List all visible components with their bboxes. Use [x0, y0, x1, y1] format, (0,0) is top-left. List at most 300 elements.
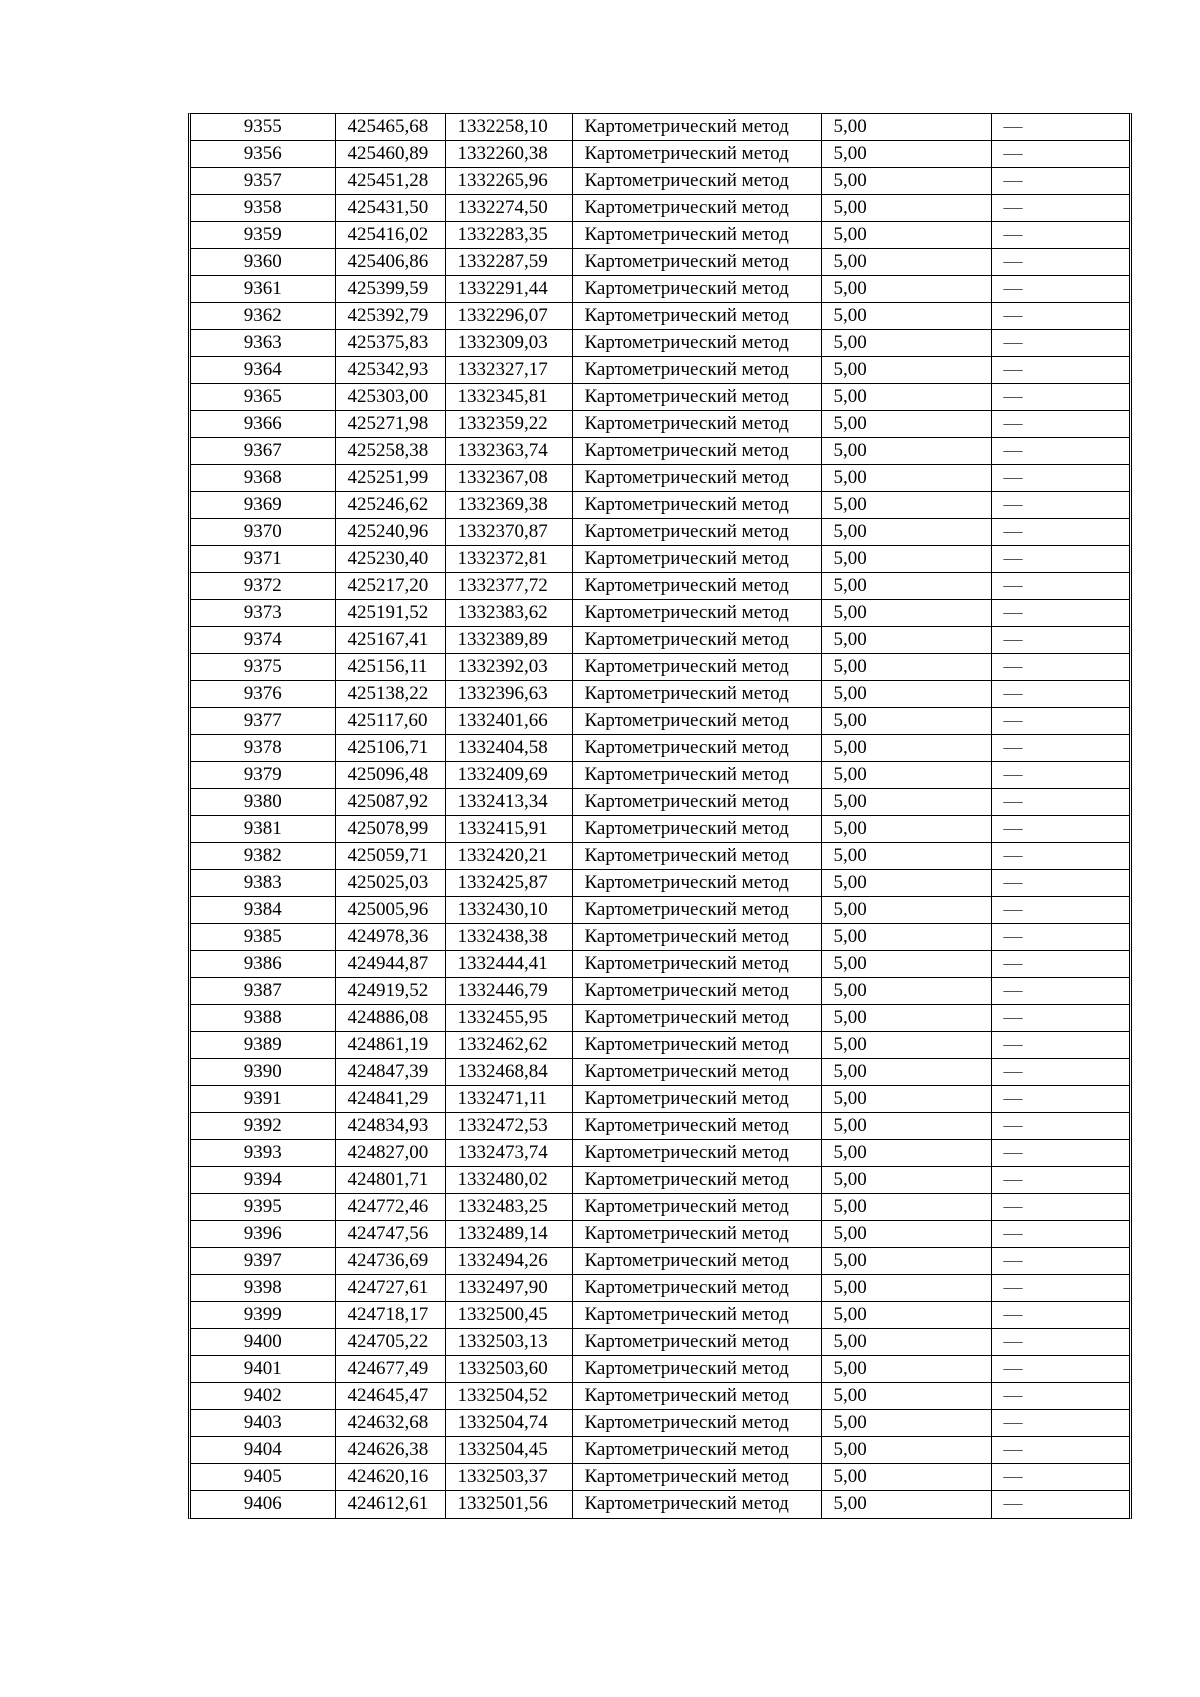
point-number-cell: 9386: [191, 951, 335, 978]
accuracy-cell: 5,00: [821, 141, 991, 168]
description-cell: —: [991, 1464, 1129, 1491]
description-cell: —: [991, 465, 1129, 492]
description-cell: —: [991, 1437, 1129, 1464]
point-number-cell: 9369: [191, 492, 335, 519]
point-number-cell: 9372: [191, 573, 335, 600]
y-coordinate-cell: 1332359,22: [445, 411, 572, 438]
y-coordinate-cell: 1332260,38: [445, 141, 572, 168]
description-cell: —: [991, 519, 1129, 546]
x-coordinate-cell: 424834,93: [335, 1113, 445, 1140]
description-cell: —: [991, 438, 1129, 465]
point-number-cell: 9384: [191, 897, 335, 924]
description-cell: —: [991, 114, 1129, 141]
accuracy-cell: 5,00: [821, 924, 991, 951]
point-number-cell: 9374: [191, 627, 335, 654]
description-cell: —: [991, 897, 1129, 924]
table-row: [191, 735, 1129, 762]
method-cell: Картометрический метод: [572, 1113, 821, 1140]
description-cell: —: [991, 1032, 1129, 1059]
point-number-cell: 9377: [191, 708, 335, 735]
x-coordinate-cell: 425087,92: [335, 789, 445, 816]
method-cell: Картометрический метод: [572, 168, 821, 195]
method-cell: Картометрический метод: [572, 897, 821, 924]
method-cell: Картометрический метод: [572, 546, 821, 573]
description-cell: —: [991, 411, 1129, 438]
accuracy-cell: 5,00: [821, 1221, 991, 1248]
method-cell: Картометрический метод: [572, 303, 821, 330]
point-number-cell: 9378: [191, 735, 335, 762]
accuracy-cell: 5,00: [821, 681, 991, 708]
x-coordinate-cell: 425230,40: [335, 546, 445, 573]
description-cell: —: [991, 1005, 1129, 1032]
point-number-cell: 9359: [191, 222, 335, 249]
y-coordinate-cell: 1332367,08: [445, 465, 572, 492]
x-coordinate-cell: 424801,71: [335, 1167, 445, 1194]
point-number-cell: 9391: [191, 1086, 335, 1113]
table-row: [191, 519, 1129, 546]
accuracy-cell: 5,00: [821, 1248, 991, 1275]
y-coordinate-cell: 1332404,58: [445, 735, 572, 762]
accuracy-cell: 5,00: [821, 762, 991, 789]
table-row: [191, 924, 1129, 951]
table-row: [191, 978, 1129, 1005]
accuracy-cell: 5,00: [821, 330, 991, 357]
point-number-cell: 9406: [191, 1491, 335, 1518]
accuracy-cell: 5,00: [821, 1383, 991, 1410]
point-number-cell: 9385: [191, 924, 335, 951]
x-coordinate-cell: 425106,71: [335, 735, 445, 762]
x-coordinate-cell: 425399,59: [335, 276, 445, 303]
y-coordinate-cell: 1332468,84: [445, 1059, 572, 1086]
description-cell: —: [991, 654, 1129, 681]
point-number-cell: 9388: [191, 1005, 335, 1032]
point-number-cell: 9375: [191, 654, 335, 681]
method-cell: Картометрический метод: [572, 1275, 821, 1302]
x-coordinate-cell: 425217,20: [335, 573, 445, 600]
point-number-cell: 9355: [191, 114, 335, 141]
accuracy-cell: 5,00: [821, 1167, 991, 1194]
accuracy-cell: 5,00: [821, 1086, 991, 1113]
point-number-cell: 9367: [191, 438, 335, 465]
x-coordinate-cell: 425156,11: [335, 654, 445, 681]
x-coordinate-cell: 424861,19: [335, 1032, 445, 1059]
method-cell: Картометрический метод: [572, 816, 821, 843]
description-cell: —: [991, 357, 1129, 384]
method-cell: Картометрический метод: [572, 1005, 821, 1032]
point-number-cell: 9371: [191, 546, 335, 573]
y-coordinate-cell: 1332370,87: [445, 519, 572, 546]
y-coordinate-cell: 1332446,79: [445, 978, 572, 1005]
y-coordinate-cell: 1332401,66: [445, 708, 572, 735]
method-cell: Картометрический метод: [572, 1032, 821, 1059]
accuracy-cell: 5,00: [821, 195, 991, 222]
x-coordinate-cell: 425431,50: [335, 195, 445, 222]
description-cell: —: [991, 816, 1129, 843]
accuracy-cell: 5,00: [821, 168, 991, 195]
x-coordinate-cell: 424645,47: [335, 1383, 445, 1410]
method-cell: Картометрический метод: [572, 789, 821, 816]
description-cell: —: [991, 492, 1129, 519]
table-row: [191, 897, 1129, 924]
description-cell: —: [991, 330, 1129, 357]
y-coordinate-cell: 1332480,02: [445, 1167, 572, 1194]
method-cell: Картометрический метод: [572, 249, 821, 276]
accuracy-cell: 5,00: [821, 465, 991, 492]
table-body: [191, 114, 1129, 1518]
table-row: [191, 465, 1129, 492]
accuracy-cell: 5,00: [821, 1194, 991, 1221]
point-number-cell: 9390: [191, 1059, 335, 1086]
accuracy-cell: 5,00: [821, 222, 991, 249]
accuracy-cell: 5,00: [821, 438, 991, 465]
point-number-cell: 9363: [191, 330, 335, 357]
accuracy-cell: 5,00: [821, 1464, 991, 1491]
point-number-cell: 9360: [191, 249, 335, 276]
accuracy-cell: 5,00: [821, 1005, 991, 1032]
table-row: [191, 1032, 1129, 1059]
y-coordinate-cell: 1332345,81: [445, 384, 572, 411]
y-coordinate-cell: 1332413,34: [445, 789, 572, 816]
point-number-cell: 9365: [191, 384, 335, 411]
description-cell: —: [991, 708, 1129, 735]
description-cell: —: [991, 1167, 1129, 1194]
x-coordinate-cell: 425167,41: [335, 627, 445, 654]
description-cell: —: [991, 1248, 1129, 1275]
x-coordinate-cell: 424612,61: [335, 1491, 445, 1518]
y-coordinate-cell: 1332258,10: [445, 114, 572, 141]
point-number-cell: 9402: [191, 1383, 335, 1410]
method-cell: Картометрический метод: [572, 357, 821, 384]
method-cell: Картометрический метод: [572, 951, 821, 978]
method-cell: Картометрический метод: [572, 978, 821, 1005]
y-coordinate-cell: 1332372,81: [445, 546, 572, 573]
accuracy-cell: 5,00: [821, 1275, 991, 1302]
x-coordinate-cell: 424886,08: [335, 1005, 445, 1032]
point-number-cell: 9381: [191, 816, 335, 843]
accuracy-cell: 5,00: [821, 573, 991, 600]
x-coordinate-cell: 424772,46: [335, 1194, 445, 1221]
y-coordinate-cell: 1332420,21: [445, 843, 572, 870]
accuracy-cell: 5,00: [821, 1140, 991, 1167]
table-row: [191, 1167, 1129, 1194]
method-cell: Картометрический метод: [572, 1437, 821, 1464]
method-cell: Картометрический метод: [572, 384, 821, 411]
method-cell: Картометрический метод: [572, 114, 821, 141]
table-row: [191, 789, 1129, 816]
method-cell: Картометрический метод: [572, 1059, 821, 1086]
description-cell: —: [991, 1194, 1129, 1221]
point-number-cell: 9366: [191, 411, 335, 438]
method-cell: Картометрический метод: [572, 1140, 821, 1167]
method-cell: Картометрический метод: [572, 843, 821, 870]
y-coordinate-cell: 1332283,35: [445, 222, 572, 249]
point-number-cell: 9398: [191, 1275, 335, 1302]
point-number-cell: 9405: [191, 1464, 335, 1491]
method-cell: Картометрический метод: [572, 276, 821, 303]
method-cell: Картометрический метод: [572, 1167, 821, 1194]
x-coordinate-cell: 425406,86: [335, 249, 445, 276]
point-number-cell: 9376: [191, 681, 335, 708]
y-coordinate-cell: 1332494,26: [445, 1248, 572, 1275]
point-number-cell: 9361: [191, 276, 335, 303]
y-coordinate-cell: 1332291,44: [445, 276, 572, 303]
point-number-cell: 9358: [191, 195, 335, 222]
table-row: [191, 492, 1129, 519]
x-coordinate-cell: 425451,28: [335, 168, 445, 195]
table-row: [191, 276, 1129, 303]
method-cell: Картометрический метод: [572, 519, 821, 546]
point-number-cell: 9395: [191, 1194, 335, 1221]
method-cell: Картометрический метод: [572, 735, 821, 762]
method-cell: Картометрический метод: [572, 330, 821, 357]
table-row: [191, 1491, 1129, 1518]
accuracy-cell: 5,00: [821, 1329, 991, 1356]
x-coordinate-cell: 425271,98: [335, 411, 445, 438]
point-number-cell: 9382: [191, 843, 335, 870]
table-row: [191, 1356, 1129, 1383]
y-coordinate-cell: 1332504,45: [445, 1437, 572, 1464]
accuracy-cell: 5,00: [821, 1410, 991, 1437]
table-row: [191, 600, 1129, 627]
table-row: [191, 654, 1129, 681]
coordinates-table: [191, 114, 1129, 1518]
method-cell: Картометрический метод: [572, 1383, 821, 1410]
table-row: [191, 1410, 1129, 1437]
y-coordinate-cell: 1332309,03: [445, 330, 572, 357]
y-coordinate-cell: 1332265,96: [445, 168, 572, 195]
method-cell: Картометрический метод: [572, 573, 821, 600]
table-row: [191, 708, 1129, 735]
method-cell: Картометрический метод: [572, 1248, 821, 1275]
x-coordinate-cell: 424736,69: [335, 1248, 445, 1275]
table-row: [191, 1194, 1129, 1221]
method-cell: Картометрический метод: [572, 924, 821, 951]
table-row: [191, 384, 1129, 411]
x-coordinate-cell: 425138,22: [335, 681, 445, 708]
description-cell: —: [991, 1275, 1129, 1302]
table-row: [191, 843, 1129, 870]
table-row: [191, 168, 1129, 195]
table-row: [191, 951, 1129, 978]
table-row: [191, 762, 1129, 789]
accuracy-cell: 5,00: [821, 978, 991, 1005]
method-cell: Картометрический метод: [572, 411, 821, 438]
x-coordinate-cell: 424620,16: [335, 1464, 445, 1491]
description-cell: —: [991, 1383, 1129, 1410]
coordinates-table-container: [188, 113, 1132, 1519]
x-coordinate-cell: 425078,99: [335, 816, 445, 843]
method-cell: Картометрический метод: [572, 438, 821, 465]
y-coordinate-cell: 1332504,74: [445, 1410, 572, 1437]
description-cell: —: [991, 249, 1129, 276]
description-cell: —: [991, 762, 1129, 789]
table-row: [191, 1302, 1129, 1329]
description-cell: —: [991, 1410, 1129, 1437]
y-coordinate-cell: 1332415,91: [445, 816, 572, 843]
y-coordinate-cell: 1332500,45: [445, 1302, 572, 1329]
table-row: [191, 681, 1129, 708]
accuracy-cell: 5,00: [821, 519, 991, 546]
description-cell: —: [991, 789, 1129, 816]
y-coordinate-cell: 1332392,03: [445, 654, 572, 681]
x-coordinate-cell: 424841,29: [335, 1086, 445, 1113]
description-cell: —: [991, 546, 1129, 573]
y-coordinate-cell: 1332296,07: [445, 303, 572, 330]
x-coordinate-cell: 425392,79: [335, 303, 445, 330]
accuracy-cell: 5,00: [821, 816, 991, 843]
description-cell: —: [991, 168, 1129, 195]
y-coordinate-cell: 1332327,17: [445, 357, 572, 384]
point-number-cell: 9400: [191, 1329, 335, 1356]
table-row: [191, 1140, 1129, 1167]
point-number-cell: 9387: [191, 978, 335, 1005]
point-number-cell: 9380: [191, 789, 335, 816]
y-coordinate-cell: 1332363,74: [445, 438, 572, 465]
y-coordinate-cell: 1332438,38: [445, 924, 572, 951]
method-cell: Картометрический метод: [572, 600, 821, 627]
description-cell: —: [991, 1086, 1129, 1113]
accuracy-cell: 5,00: [821, 546, 991, 573]
accuracy-cell: 5,00: [821, 951, 991, 978]
description-cell: —: [991, 735, 1129, 762]
table-row: [191, 1113, 1129, 1140]
table-row: [191, 114, 1129, 141]
description-cell: —: [991, 1356, 1129, 1383]
table-row: [191, 357, 1129, 384]
point-number-cell: 9393: [191, 1140, 335, 1167]
table-row: [191, 870, 1129, 897]
y-coordinate-cell: 1332497,90: [445, 1275, 572, 1302]
method-cell: Картометрический метод: [572, 1410, 821, 1437]
method-cell: Картометрический метод: [572, 465, 821, 492]
x-coordinate-cell: 424978,36: [335, 924, 445, 951]
x-coordinate-cell: 424747,56: [335, 1221, 445, 1248]
description-cell: —: [1003, 1493, 1023, 1515]
accuracy-cell: 5,00: [821, 357, 991, 384]
x-coordinate-cell: 425117,60: [335, 708, 445, 735]
method-cell: Картометрический метод: [572, 492, 821, 519]
table-row: [191, 330, 1129, 357]
point-number-cell: 9389: [191, 1032, 335, 1059]
y-coordinate-cell: 1332455,95: [445, 1005, 572, 1032]
method-cell: Картометрический метод: [572, 1086, 821, 1113]
accuracy-cell: 5,00: [821, 1059, 991, 1086]
description-cell: —: [991, 384, 1129, 411]
x-coordinate-cell: 424632,68: [335, 1410, 445, 1437]
accuracy-cell: 5,00: [821, 735, 991, 762]
x-coordinate-cell: 425416,02: [335, 222, 445, 249]
description-cell: —: [991, 843, 1129, 870]
point-number-cell: 9392: [191, 1113, 335, 1140]
x-coordinate-cell: 424847,39: [335, 1059, 445, 1086]
y-coordinate-cell: 1332444,41: [445, 951, 572, 978]
x-coordinate-cell: 424677,49: [335, 1356, 445, 1383]
y-coordinate-cell: 1332369,38: [445, 492, 572, 519]
point-number-cell: 9373: [191, 600, 335, 627]
method-cell: Картометрический метод: [572, 1464, 821, 1491]
x-coordinate-cell: 425258,38: [335, 438, 445, 465]
x-coordinate-cell: 424705,22: [335, 1329, 445, 1356]
accuracy-cell: 5,00: [821, 843, 991, 870]
x-coordinate-cell: 425059,71: [335, 843, 445, 870]
description-cell: —: [991, 276, 1129, 303]
point-number-cell: 9399: [191, 1302, 335, 1329]
table-row: [191, 411, 1129, 438]
table-row: [191, 1383, 1129, 1410]
accuracy-cell: 5,00: [821, 249, 991, 276]
point-number-cell: 9404: [191, 1437, 335, 1464]
accuracy-cell: 5,00: [821, 384, 991, 411]
accuracy-cell: 5,00: [821, 303, 991, 330]
method-cell: Картометрический метод: [572, 681, 821, 708]
x-coordinate-cell: 424718,17: [335, 1302, 445, 1329]
x-coordinate-cell: 425303,00: [335, 384, 445, 411]
y-coordinate-cell: 1332489,14: [445, 1221, 572, 1248]
method-cell: Картометрический метод: [572, 870, 821, 897]
x-coordinate-cell: 425246,62: [335, 492, 445, 519]
description-cell: —: [991, 1140, 1129, 1167]
accuracy-cell: 5,00: [821, 276, 991, 303]
point-number-cell: 9396: [191, 1221, 335, 1248]
table-row: [191, 627, 1129, 654]
method-cell: Картометрический метод: [572, 762, 821, 789]
table-row: [191, 195, 1129, 222]
table-row: [191, 816, 1129, 843]
y-coordinate-cell: 1332503,60: [445, 1356, 572, 1383]
description-cell: —: [991, 1113, 1129, 1140]
accuracy-cell: 5,00: [821, 870, 991, 897]
y-coordinate-cell: 1332483,25: [445, 1194, 572, 1221]
y-coordinate-cell: 1332389,89: [445, 627, 572, 654]
description-cell: —: [991, 1059, 1129, 1086]
description-cell: —: [991, 573, 1129, 600]
x-coordinate-cell: 425240,96: [335, 519, 445, 546]
point-number-cell: 9370: [191, 519, 335, 546]
x-coordinate-cell: 424944,87: [335, 951, 445, 978]
method-cell: Картометрический метод: [572, 141, 821, 168]
point-number-cell: 9383: [191, 870, 335, 897]
x-coordinate-cell: 424919,52: [335, 978, 445, 1005]
y-coordinate-cell: 1332501,56: [445, 1491, 572, 1518]
accuracy-cell: 5,00: [821, 627, 991, 654]
description-cell: —: [991, 681, 1129, 708]
x-coordinate-cell: 424626,38: [335, 1437, 445, 1464]
table-row: [191, 573, 1129, 600]
table-row: [191, 303, 1129, 330]
method-cell: Картометрический метод: [572, 654, 821, 681]
method-cell: Картометрический метод: [572, 1491, 821, 1518]
accuracy-cell: 5,00: [821, 1356, 991, 1383]
description-cell: —: [991, 978, 1129, 1005]
description-cell: —: [991, 600, 1129, 627]
x-coordinate-cell: 425375,83: [335, 330, 445, 357]
y-coordinate-cell: 1332274,50: [445, 195, 572, 222]
y-coordinate-cell: 1332462,62: [445, 1032, 572, 1059]
point-number-cell: 9368: [191, 465, 335, 492]
point-number-cell: 9364: [191, 357, 335, 384]
x-coordinate-cell: 425096,48: [335, 762, 445, 789]
method-cell: Картометрический метод: [572, 195, 821, 222]
point-number-cell: 9394: [191, 1167, 335, 1194]
point-number-cell: 9356: [191, 141, 335, 168]
description-cell: —: [991, 1329, 1129, 1356]
table-row: [191, 141, 1129, 168]
description-cell: —: [991, 141, 1129, 168]
description-cell: —: [991, 870, 1129, 897]
accuracy-cell: 5,00: [821, 114, 991, 141]
table-row: [191, 1086, 1129, 1113]
description-cell: —: [991, 1221, 1129, 1248]
